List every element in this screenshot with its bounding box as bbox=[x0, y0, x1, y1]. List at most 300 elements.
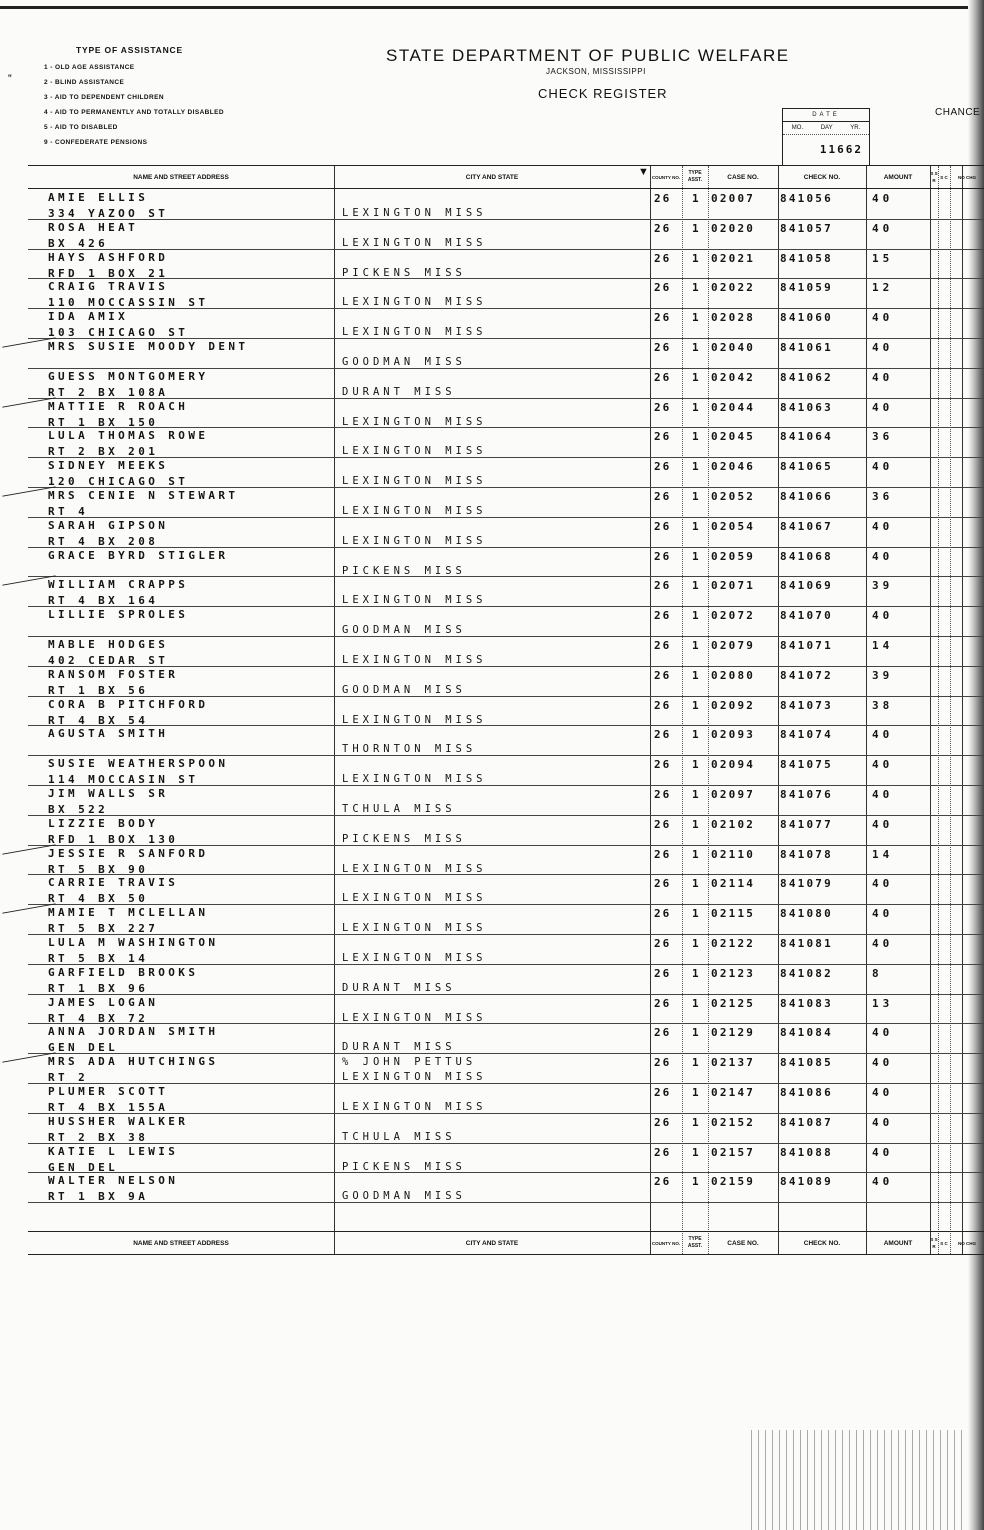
city-state: LEXINGTON MISS bbox=[342, 207, 487, 219]
recipient-name: CRAIG TRAVIS bbox=[48, 280, 169, 294]
check-number: 841085 bbox=[780, 1056, 833, 1070]
assistance-type: 1 bbox=[692, 549, 703, 563]
recipient-name: MRS SUSIE MOODY DENT bbox=[48, 340, 249, 353]
check-number: 841077 bbox=[780, 817, 833, 831]
recipient-name: HAYS ASHFORD bbox=[48, 250, 169, 264]
county-number: 26 bbox=[654, 519, 672, 533]
col-name-header: NAME AND STREET ADDRESS bbox=[133, 173, 229, 181]
recipient-address: RT 2 BX 38 bbox=[48, 1130, 149, 1144]
assistance-type: 1 bbox=[692, 1056, 703, 1070]
city-state: DURANT MISS bbox=[342, 981, 456, 994]
check-number: 841064 bbox=[780, 430, 833, 444]
margin-mark: ‟ bbox=[8, 72, 12, 86]
case-number: 02054 bbox=[711, 519, 756, 533]
city-state: LEXINGTON MISS bbox=[342, 713, 487, 726]
amount: 40 bbox=[872, 758, 894, 772]
assistance-type: 1 bbox=[692, 728, 703, 742]
city-state: GOODMAN MISS bbox=[342, 683, 466, 696]
city-state: LEXINGTON MISS bbox=[342, 952, 487, 964]
assistance-type: 1 bbox=[692, 907, 703, 921]
amount: 40 bbox=[872, 1056, 894, 1070]
department-title: STATE DEPARTMENT OF PUBLIC WELFARE bbox=[386, 46, 790, 65]
register-title: CHECK REGISTER bbox=[538, 86, 668, 101]
city-state: LEXINGTON MISS bbox=[342, 654, 487, 666]
recipient-address: BX 426 bbox=[48, 236, 109, 250]
amount: 40 bbox=[872, 788, 894, 801]
case-number: 02123 bbox=[711, 966, 756, 980]
case-number: 02079 bbox=[711, 639, 756, 652]
legend-item: 2 - BLIND ASSISTANCE bbox=[44, 79, 125, 86]
amount: 40 bbox=[872, 400, 894, 414]
amount: 39 bbox=[872, 579, 894, 593]
county-number: 26 bbox=[654, 817, 672, 831]
recipient-address: BX 522 bbox=[48, 803, 109, 816]
check-number: 841067 bbox=[780, 519, 833, 533]
city-state: GOODMAN MISS bbox=[342, 356, 466, 368]
col-type-footer: TYPE ASST. bbox=[687, 1236, 703, 1249]
case-number: 02125 bbox=[711, 996, 756, 1010]
amount: 40 bbox=[872, 1175, 894, 1189]
amount: 40 bbox=[872, 460, 894, 474]
case-number: 02080 bbox=[711, 668, 756, 682]
recipient-name: GUESS MONTGOMERY bbox=[48, 369, 209, 383]
county-number: 26 bbox=[654, 847, 672, 861]
county-number: 26 bbox=[654, 1056, 672, 1070]
recipient-address: 334 YAZOO ST bbox=[48, 207, 169, 220]
assistance-type: 1 bbox=[692, 639, 703, 652]
table-row bbox=[28, 1023, 984, 1054]
case-number: 02094 bbox=[711, 758, 756, 772]
assistance-type: 1 bbox=[692, 311, 703, 325]
table-row bbox=[28, 487, 984, 518]
recipient-name: LILLIE SPROLES bbox=[48, 608, 189, 622]
case-number: 02157 bbox=[711, 1145, 756, 1159]
amount: 40 bbox=[872, 221, 894, 235]
check-number: 841073 bbox=[780, 698, 833, 712]
amount: 40 bbox=[872, 549, 894, 563]
col-nochg-header: NO CHG bbox=[958, 174, 976, 180]
case-number: 02122 bbox=[711, 937, 756, 950]
recipient-name: JESSIE R SANFORD bbox=[48, 846, 209, 860]
case-number: 02022 bbox=[711, 281, 756, 295]
city-state: PICKENS MISS bbox=[342, 832, 466, 845]
check-number: 841062 bbox=[780, 370, 833, 384]
county-number: 26 bbox=[654, 221, 672, 235]
table-row bbox=[28, 1083, 984, 1114]
county-number: 26 bbox=[654, 639, 672, 652]
city-state: LEXINGTON MISS bbox=[342, 1101, 487, 1113]
check-number: 841089 bbox=[780, 1175, 833, 1189]
county-number: 26 bbox=[654, 788, 672, 801]
col-ssr-header: S S R bbox=[930, 171, 938, 183]
recipient-name: MABLE HODGES bbox=[48, 638, 169, 651]
assistance-type: 1 bbox=[692, 251, 703, 265]
case-number: 02152 bbox=[711, 1115, 756, 1129]
table-row bbox=[28, 1053, 984, 1084]
check-number: 841078 bbox=[780, 847, 833, 861]
recipient-name: RANSOM FOSTER bbox=[48, 667, 179, 681]
recipient-address: RT 5 BX 90 bbox=[48, 862, 149, 876]
assistance-type: 1 bbox=[692, 668, 703, 682]
recipient-address: RT 4 BX 50 bbox=[48, 892, 149, 906]
assistance-type: 1 bbox=[692, 192, 703, 205]
date-month-label: MO. bbox=[791, 125, 804, 131]
assistance-type: 1 bbox=[692, 1115, 703, 1129]
col-name-footer: NAME AND STREET ADDRESS bbox=[133, 1239, 229, 1247]
recipient-address: 103 CHICAGO ST bbox=[48, 326, 189, 340]
check-number: 841070 bbox=[780, 609, 833, 623]
check-number: 841079 bbox=[780, 877, 833, 891]
recipient-address: RT 2 bbox=[48, 1071, 89, 1085]
assistance-type: 1 bbox=[692, 370, 703, 384]
recipient-name: CORA B PITCHFORD bbox=[48, 697, 209, 711]
amount: 40 bbox=[872, 519, 894, 533]
city-state: LEXINGTON MISS bbox=[342, 862, 487, 875]
assistance-type: 1 bbox=[692, 758, 703, 772]
city-state: PICKENS MISS bbox=[342, 564, 466, 577]
col-amount-header: AMOUNT bbox=[883, 173, 913, 181]
assistance-type: 1 bbox=[692, 609, 703, 623]
table-row bbox=[28, 368, 984, 399]
recipient-name: GRACE BYRD STIGLER bbox=[48, 548, 229, 562]
amount: 8 bbox=[872, 966, 883, 980]
col-county-header: COUNTY NO. bbox=[651, 174, 681, 180]
city-state: LEXINGTON MISS bbox=[342, 445, 487, 458]
recipient-name: WALTER NELSON bbox=[48, 1174, 179, 1188]
case-number: 02044 bbox=[711, 400, 756, 414]
table-row bbox=[28, 785, 984, 816]
assistance-type: 1 bbox=[692, 966, 703, 980]
recipient-address: 120 CHICAGO ST bbox=[48, 475, 189, 489]
city-state: LEXINGTON MISS bbox=[342, 505, 487, 517]
city-state: LEXINGTON MISS bbox=[342, 236, 487, 249]
case-number: 02147 bbox=[711, 1086, 756, 1099]
date-value: 11662 bbox=[819, 143, 863, 156]
check-number: 841087 bbox=[780, 1115, 833, 1129]
table-row bbox=[28, 606, 984, 637]
recipient-address: RT 4 BX 164 bbox=[48, 594, 159, 608]
recipient-name: MATTIE R ROACH bbox=[48, 399, 189, 413]
amount: 40 bbox=[872, 877, 894, 891]
date-day-label: DAY bbox=[820, 125, 833, 131]
assistance-type: 1 bbox=[692, 1175, 703, 1189]
table-row bbox=[28, 398, 984, 429]
amount: 40 bbox=[872, 1026, 894, 1040]
city-state: PICKENS MISS bbox=[342, 1160, 466, 1173]
check-number: 841071 bbox=[780, 639, 833, 652]
assistance-type: 1 bbox=[692, 341, 703, 354]
recipient-name: MAMIE T MCLELLAN bbox=[48, 906, 209, 920]
table-row bbox=[28, 904, 984, 935]
legend-title: TYPE OF ASSISTANCE bbox=[76, 45, 183, 55]
recipient-name: AMIE ELLIS bbox=[48, 191, 149, 204]
legend-item: 3 - AID TO DEPENDENT CHILDREN bbox=[44, 94, 164, 101]
col-check-footer: CHECK NO. bbox=[803, 1239, 841, 1247]
city-state: LEXINGTON MISS bbox=[342, 1071, 487, 1084]
recipient-name: ROSA HEAT bbox=[48, 220, 139, 234]
recipient-name: LULA M WASHINGTON bbox=[48, 936, 219, 949]
city-state: LEXINGTON MISS bbox=[342, 1011, 487, 1024]
col-county-footer: COUNTY NO. bbox=[651, 1240, 681, 1246]
city-state: PICKENS MISS bbox=[342, 266, 466, 279]
table-footer bbox=[28, 1231, 984, 1254]
col-sc-footer: S C bbox=[940, 1240, 948, 1246]
city-state: LEXINGTON MISS bbox=[342, 475, 487, 488]
amount: 39 bbox=[872, 668, 894, 682]
recipient-name: SIDNEY MEEKS bbox=[48, 459, 169, 473]
check-number: 841074 bbox=[780, 728, 833, 742]
check-number: 841061 bbox=[780, 341, 833, 354]
county-number: 26 bbox=[654, 549, 672, 563]
city-care-of-note: % JOHN PETTUS bbox=[342, 1056, 477, 1069]
amount: 36 bbox=[872, 490, 894, 503]
recipient-name: GARFIELD BROOKS bbox=[48, 965, 199, 979]
assistance-type: 1 bbox=[692, 1086, 703, 1099]
check-number: 841056 bbox=[780, 192, 833, 205]
amount: 14 bbox=[872, 639, 894, 652]
case-number: 02059 bbox=[711, 549, 756, 563]
date-year-label: YR. bbox=[850, 125, 861, 131]
case-number: 02021 bbox=[711, 251, 756, 265]
case-number: 02040 bbox=[711, 341, 756, 354]
amount: 12 bbox=[872, 281, 894, 295]
assistance-type: 1 bbox=[692, 817, 703, 831]
county-number: 26 bbox=[654, 937, 672, 950]
county-number: 26 bbox=[654, 311, 672, 325]
case-number: 02042 bbox=[711, 370, 756, 384]
amount: 40 bbox=[872, 370, 894, 384]
col-ssr-footer: S S R bbox=[930, 1237, 938, 1249]
col-amount-footer: AMOUNT bbox=[883, 1239, 913, 1247]
city-state: LEXINGTON MISS bbox=[342, 922, 487, 935]
city-state: LEXINGTON MISS bbox=[342, 326, 487, 339]
assistance-type: 1 bbox=[692, 281, 703, 295]
col-city-footer: CITY AND STATE bbox=[465, 1239, 519, 1247]
assistance-type: 1 bbox=[692, 579, 703, 593]
amount: 40 bbox=[872, 907, 894, 921]
table-row bbox=[28, 1143, 984, 1174]
check-number: 841060 bbox=[780, 311, 833, 325]
assistance-type: 1 bbox=[692, 877, 703, 891]
case-number: 02045 bbox=[711, 430, 756, 444]
case-number: 02114 bbox=[711, 877, 756, 891]
recipient-address: RT 4 BX 155A bbox=[48, 1101, 169, 1114]
amount: 15 bbox=[872, 251, 894, 265]
recipient-address: RT 1 BX 9A bbox=[48, 1190, 149, 1204]
legend-item: 9 - CONFEDERATE PENSIONS bbox=[44, 139, 148, 146]
county-number: 26 bbox=[654, 1115, 672, 1129]
case-number: 02137 bbox=[711, 1056, 756, 1070]
county-number: 26 bbox=[654, 1145, 672, 1159]
recipient-address: RT 4 bbox=[48, 505, 89, 518]
county-number: 26 bbox=[654, 430, 672, 444]
table-row bbox=[28, 547, 984, 578]
legend-item: 4 - AID TO PERMANENTLY AND TOTALLY DISABLED bbox=[44, 109, 224, 116]
triangle-marker-icon: ▼ bbox=[638, 166, 649, 178]
table-row bbox=[28, 249, 984, 280]
department-city: JACKSON, MISSISSIPPI bbox=[546, 67, 646, 76]
amount: 40 bbox=[872, 192, 894, 205]
recipient-name: LULA THOMAS ROWE bbox=[48, 429, 209, 443]
recipient-name: ANNA JORDAN SMITH bbox=[48, 1025, 219, 1039]
recipient-address: GEN DEL bbox=[48, 1041, 119, 1055]
amount: 40 bbox=[872, 1115, 894, 1129]
recipient-name: IDA AMIX bbox=[48, 310, 129, 324]
table-row bbox=[28, 1113, 984, 1144]
recipient-name: JAMES LOGAN bbox=[48, 995, 159, 1009]
check-number: 841069 bbox=[780, 579, 833, 593]
city-state: LEXINGTON MISS bbox=[342, 594, 487, 607]
city-state: LEXINGTON MISS bbox=[342, 415, 487, 428]
check-number: 841084 bbox=[780, 1026, 833, 1040]
table-row bbox=[28, 517, 984, 548]
county-number: 26 bbox=[654, 1175, 672, 1189]
county-number: 26 bbox=[654, 758, 672, 772]
case-number: 02115 bbox=[711, 907, 756, 921]
check-number: 841059 bbox=[780, 281, 833, 295]
recipient-address: RFD 1 BOX 130 bbox=[48, 832, 179, 846]
table-header bbox=[28, 166, 984, 189]
chancery-label: CHANCE bbox=[935, 107, 981, 118]
assistance-type: 1 bbox=[692, 847, 703, 861]
recipient-address: GEN DEL bbox=[48, 1160, 119, 1174]
col-check-header: CHECK NO. bbox=[803, 173, 841, 181]
city-state: TCHULA MISS bbox=[342, 803, 456, 815]
check-number: 841068 bbox=[780, 549, 833, 563]
recipient-address: RT 1 BX 150 bbox=[48, 415, 159, 429]
table-row bbox=[28, 666, 984, 697]
legend-item: 1 - OLD AGE ASSISTANCE bbox=[44, 64, 135, 71]
county-number: 26 bbox=[654, 251, 672, 265]
table-row bbox=[28, 964, 984, 995]
recipient-address: RT 2 BX 108A bbox=[48, 385, 169, 399]
check-number: 841066 bbox=[780, 490, 833, 503]
recipient-address: RT 2 BX 201 bbox=[48, 445, 159, 459]
assistance-type: 1 bbox=[692, 460, 703, 474]
col-sc-header: S C bbox=[940, 174, 948, 180]
table-row bbox=[28, 636, 984, 667]
county-number: 26 bbox=[654, 370, 672, 384]
county-number: 26 bbox=[654, 400, 672, 414]
amount: 40 bbox=[872, 937, 894, 950]
assistance-type: 1 bbox=[692, 996, 703, 1010]
county-number: 26 bbox=[654, 668, 672, 682]
county-number: 26 bbox=[654, 490, 672, 503]
city-state: TCHULA MISS bbox=[342, 1130, 456, 1143]
col-case-header: CASE NO. bbox=[727, 173, 759, 181]
check-number: 841081 bbox=[780, 937, 833, 950]
date-label: DATE bbox=[783, 109, 869, 122]
amount: 13 bbox=[872, 996, 894, 1010]
assistance-type: 1 bbox=[692, 788, 703, 801]
case-number: 02097 bbox=[711, 788, 756, 801]
city-state: LEXINGTON MISS bbox=[342, 892, 487, 905]
check-number: 841057 bbox=[780, 221, 833, 235]
amount: 40 bbox=[872, 1086, 894, 1099]
col-type-header: TYPE ASST. bbox=[687, 170, 703, 183]
county-number: 26 bbox=[654, 966, 672, 980]
check-number: 841080 bbox=[780, 907, 833, 921]
table-row bbox=[28, 427, 984, 458]
recipient-name: SUSIE WEATHERSPOON bbox=[48, 757, 229, 771]
recipient-name: CARRIE TRAVIS bbox=[48, 876, 179, 890]
amount: 36 bbox=[872, 430, 894, 444]
assistance-type: 1 bbox=[692, 430, 703, 444]
table-row bbox=[28, 725, 984, 756]
recipient-address: 110 MOCCASSIN ST bbox=[48, 296, 209, 310]
check-number: 841058 bbox=[780, 251, 833, 265]
recipient-name: LIZZIE BODY bbox=[48, 816, 159, 830]
table-row bbox=[28, 576, 984, 607]
case-number: 02071 bbox=[711, 579, 756, 593]
case-number: 02159 bbox=[711, 1175, 756, 1189]
recipient-address: RT 1 BX 96 bbox=[48, 981, 149, 995]
city-state: DURANT MISS bbox=[342, 1041, 456, 1054]
city-state: GOODMAN MISS bbox=[342, 1190, 466, 1203]
assistance-type: 1 bbox=[692, 937, 703, 950]
legend-item: 5 - AID TO DISABLED bbox=[44, 124, 118, 131]
case-number: 02092 bbox=[711, 698, 756, 712]
case-number: 02072 bbox=[711, 609, 756, 623]
recipient-name: MRS ADA HUTCHINGS bbox=[48, 1055, 219, 1069]
table-row bbox=[28, 219, 984, 250]
recipient-name: PLUMER SCOTT bbox=[48, 1085, 169, 1098]
county-number: 26 bbox=[654, 1026, 672, 1040]
recipient-address: RFD 1 BOX 21 bbox=[48, 266, 169, 280]
table-row bbox=[28, 457, 984, 488]
case-number: 02102 bbox=[711, 817, 756, 831]
table-row bbox=[28, 1172, 984, 1203]
assistance-legend bbox=[44, 45, 224, 150]
county-number: 26 bbox=[654, 996, 672, 1010]
recipient-address: RT 4 BX 72 bbox=[48, 1011, 149, 1025]
check-number: 841065 bbox=[780, 460, 833, 474]
check-number: 841072 bbox=[780, 668, 833, 682]
amount: 14 bbox=[872, 847, 894, 861]
check-number: 841088 bbox=[780, 1145, 833, 1159]
county-number: 26 bbox=[654, 460, 672, 474]
assistance-type: 1 bbox=[692, 519, 703, 533]
recipient-name: JIM WALLS SR bbox=[48, 787, 169, 800]
recipient-name: HUSSHER WALKER bbox=[48, 1114, 189, 1128]
county-number: 26 bbox=[654, 728, 672, 742]
case-number: 02093 bbox=[711, 728, 756, 742]
check-number: 841063 bbox=[780, 400, 833, 414]
check-number: 841082 bbox=[780, 966, 833, 980]
city-state: THORNTON MISS bbox=[342, 743, 477, 756]
table-row bbox=[28, 189, 984, 220]
recipient-address: RT 1 BX 56 bbox=[48, 683, 149, 697]
recipient-address: RT 4 BX 208 bbox=[48, 534, 159, 548]
recipient-name: AGUSTA SMITH bbox=[48, 727, 169, 741]
county-number: 26 bbox=[654, 698, 672, 712]
table-row bbox=[28, 874, 984, 905]
check-number: 841083 bbox=[780, 996, 833, 1010]
check-number: 841075 bbox=[780, 758, 833, 772]
recipient-address: RT 5 BX 227 bbox=[48, 922, 159, 936]
assistance-type: 1 bbox=[692, 1145, 703, 1159]
table-row bbox=[28, 278, 984, 309]
table-row bbox=[28, 815, 984, 846]
assistance-type: 1 bbox=[692, 400, 703, 414]
county-number: 26 bbox=[654, 281, 672, 295]
col-case-footer: CASE NO. bbox=[727, 1239, 759, 1247]
city-state: LEXINGTON MISS bbox=[342, 534, 487, 547]
amount: 40 bbox=[872, 341, 894, 354]
city-state: DURANT MISS bbox=[342, 385, 456, 398]
table-row bbox=[28, 338, 984, 369]
assistance-type: 1 bbox=[692, 1026, 703, 1040]
